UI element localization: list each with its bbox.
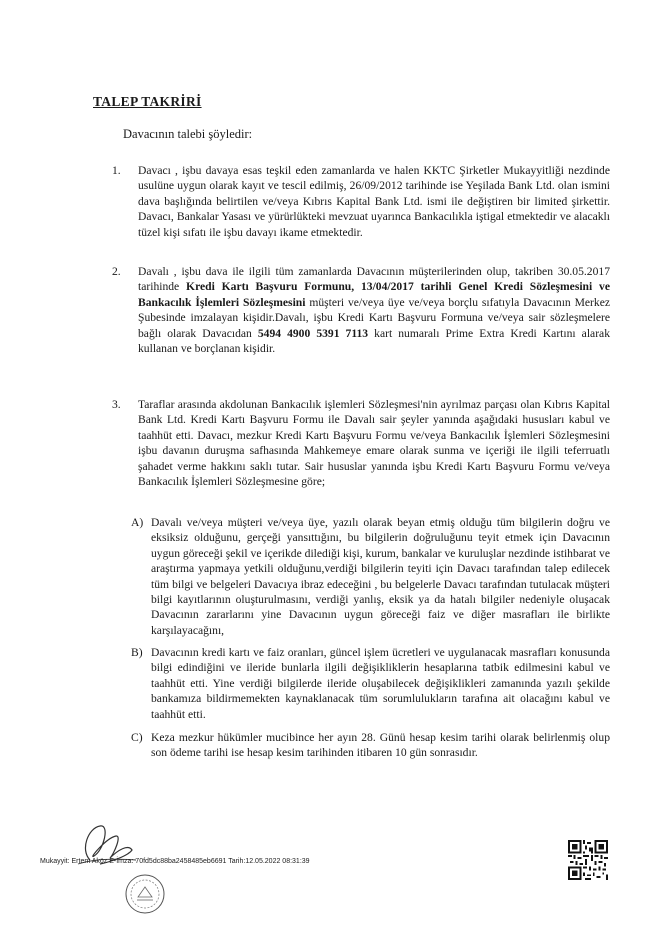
subitem-a (131, 515, 610, 638)
paragraph-1 (112, 163, 610, 240)
qr-code-icon (568, 840, 608, 880)
document-title: TALEP TAKRİRİ (93, 94, 202, 109)
e-signature-footer: Mukayyit: Ertem Aköz E-İmza: 70fd5dc88ba2458485eb6691 Tarih:12.05.2022 08:31:39 (40, 858, 310, 865)
intro-text: Davacının talebi şöyledir: (123, 127, 253, 141)
text-segment: kart numaralı Prime Extra Kredi Kartını alarak kullanan ve borçlanan kişidir. (138, 326, 611, 356)
subitem-label: A) (131, 516, 144, 529)
text-segment: müşteri ve/veya üye ve/veya borçlu sıfatıyla Davacının Merkez Şubesinde imzalayan kişidir.Davalı, işbu Kredi Kartı Başvuru Formuna ve/veya sair sözleşmelere bağlı olarak Davacıdan (138, 295, 610, 340)
subitem-label: C) (131, 731, 143, 744)
text-segment: Taraflar arasında akdolunan Bankacılık işlemleri Sözleşmesi'nin ayrılmaz parçası olan Kıbrıs Kapital Bank Ltd. Kredi Kartı Başvuru Formu ile Davalı sair şeyler yanında aşağıdaki hususları kabul ve taahhüt etti. Davacı, mezkur Kredi Kartı Başvuru Formu ve/veya Bankacılık İşlemleri Sözleşmesini işbu davanın duruşma safhasında Mahkemeye emare olarak sunma ve içeriği ile ilgili teferruatlı şahadet verme hakkını saklı tutar. Sair hususlar yanında işbu Kredi Kartı Başvuru Formu ve/veya Bankacılık İşlemleri Sözleşmesine göre; (138, 398, 610, 489)
paragraph-number: 3. (112, 398, 121, 411)
paragraph-2 (112, 264, 611, 356)
paragraph-number: 2. (112, 265, 121, 278)
subitem-label: B) (131, 646, 143, 659)
paragraph-3 (112, 397, 610, 489)
paragraph-body (138, 397, 610, 489)
subitem-text: Keza mezkur hükümler mucibince her ayın 28. Günü hesap kesim tarihi olarak belirlenmiş olup son ödeme tarihi ise hesap kesim tarihinden itibaren 10 gün sonrasıdır. (151, 731, 610, 760)
subitem-text: Davalı ve/veya müşteri ve/veya üye, yazılı olarak beyan etmiş olduğu tüm bilgilerin doğru ve eksiksiz olduğunu, gerçeği yansıttığını, bu bilgilerin doğruluğunu teyit etmek için Davacının uygun göreceği şekil ve içerikde dilediği kişi, kurum, bankalar ve kuruluşlar nezdinde istihbarat ve araştırma yapmaya yetkili olduğunu,verdiği bilgilerin teyiti için Davacı tarafından talep edilecek tüm bilgi ve belgeleri Davacıya ibraz edeceğini , bu belgelerle Davacı tarafından tutulacak müşteri bilgi kayıtlarının oluşturulmasını, verdiği yanlış, eksik ya da hatalı bilgiler nedeniyle oluşacak Davacının zararlarını yine Davacının uygun göreceği faiz ve diğer masrafları ile birlikte karşılayacağını, (151, 516, 610, 637)
subitem-text: Davacının kredi kartı ve faiz oranları, güncel işlem ücretleri ve uygulanacak masrafları konusunda bilgi edindiğini ve ileride bunlarla ilgili değişikliklerin hesaplarına tatbik edilmesini kabul ve taahhüt etti. Yine verdiği bilgilerde ileride oluşabilecek değişiklikleri zamanında yazılı şekilde bankamıza bildirmemekten kaynaklanacak tüm sorumlulukların tarafına ait olacağını kabul ve taahhüt etti. (151, 646, 610, 721)
paragraph-number: 1. (112, 164, 121, 177)
text-segment: Davacı , işbu davaya esas teşkil eden zamanlarda ve halen KKTC Şirketler Mukayyitliği nezdinde usulüne uygun olarak kayıt ve tescil edilmiş, 26/09/2012 tarihinde ise Yeşilada Bank Ltd. olan ismini dava başlığında belirtilen ve/veya Kıbrıs Kapital Bank Ltd. ismi ile değiştiren bir limited şirkettir. Davacı, Bankalar Yasası ve yürürlükteki mevzuat uyarınca Bankacılıkla iştigal etmektedir ve alacaklı tüzel kişi sıfatı ile işbu davayı ikame etmektedir. (138, 164, 610, 239)
subitem-b (131, 645, 610, 722)
bold-text-segment: 5494 4900 5391 7113 (257, 326, 369, 340)
subitem-c (131, 730, 610, 761)
paragraph-body (138, 264, 610, 356)
bold-text-segment: Kredi Kartı Başvuru Formunu, 13/04/2017 tarihli Genel Kredi Sözleşmesini ve Bankacılık İşlemleri Sözleşmesini (138, 280, 610, 309)
text-segment: Davalı , işbu dava ile ilgili tüm zamanlarda Davacının müşterilerinden olup, takriben 30.05.2017 tarihinde (138, 265, 610, 294)
paragraph-body (138, 163, 610, 240)
seal-icon (124, 873, 166, 915)
